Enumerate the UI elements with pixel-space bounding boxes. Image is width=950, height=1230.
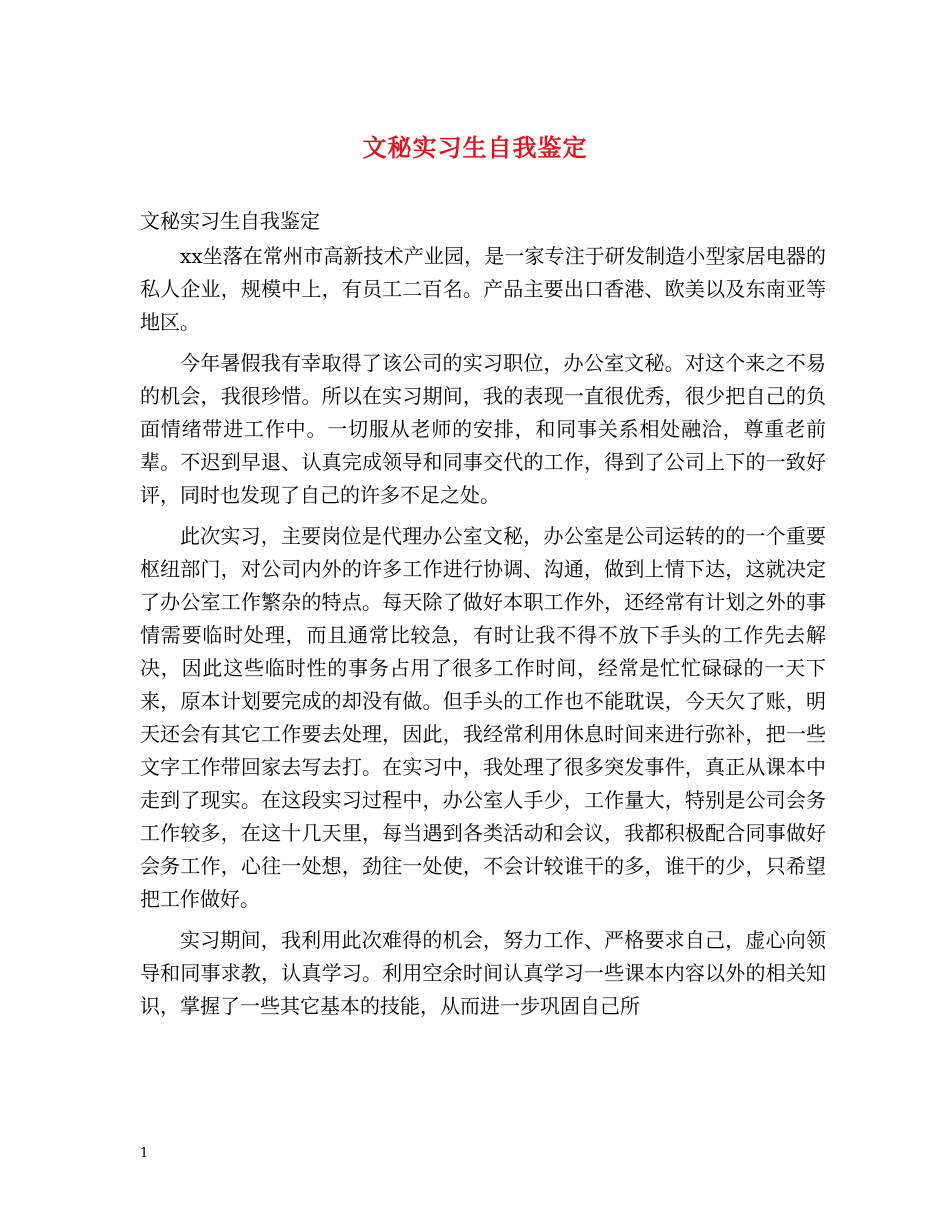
document-body <box>140 202 826 1031</box>
document-subtitle: 文秘实习生自我鉴定 <box>140 209 320 233</box>
paragraph-2: 今年暑假我有幸取得了该公司的实习职位，办公室文秘。对这个来之不易的机会，我很珍惜。所以在实习期间，我的表现一直很优秀，很少把自己的负面情绪带进工作中。一切服从老师的安排，和同事关系相处融洽，尊重老前辈。不迟到早退、认真完成领导和同事交代的工作，得到了公司上下的一致好评，同时也发现了自己的许多不足之处。 <box>140 351 826 507</box>
paragraph-4: 实习期间，我利用此次难得的机会，努力工作、严格要求自己，虚心向领导和同事求教，认真学习。利用空余时间认真学习一些课本内容以外的相关知识，掌握了一些其它基本的技能，从而进一步巩固自己所 <box>140 928 826 1018</box>
paragraph-3: 此次实习，主要岗位是代理办公室文秘，办公室是公司运转的的一个重要枢纽部门，对公司内外的许多工作进行协调、沟通，做到上情下达，这就决定了办公室工作繁杂的特点。每天除了做好本职工作外，还经常有计划之外的事情需要临时处理，而且通常比较急，有时让我不得不放下手头的工作先去解决，因此这些临时性的事务占用了很多工作时间，经常是忙忙碌碌的一天下来，原本计划要完成的却没有做。但手头的工作也不能耽误，今天欠了账，明天还会有其它工作要去处理，因此，我经常利用休息时间来进行弥补，把一些文字工作带回家去写去打。在实习中，我处理了很多突发事件，真正从课本中走到了现实。在这段实习过程中，办公室人手少，工作量大，特别是公司会务工作较多，在这十几天里，每当遇到各类活动和会议，我都积极配合同事做好会务工作，心往一处想，劲往一处使，不会计较谁干的多，谁干的少，只希望把工作做好。 <box>140 524 826 911</box>
page-number: 1 <box>140 1146 149 1161</box>
document-title: 文秘实习生自我鉴定 <box>362 133 588 162</box>
paragraph-1: xx坐落在常州市高新技术产业园，是一家专注于研发制造小型家居电器的私人企业，规模中上，有员工二百名。产品主要出口香港、欧美以及东南亚等地区。 <box>140 244 826 334</box>
